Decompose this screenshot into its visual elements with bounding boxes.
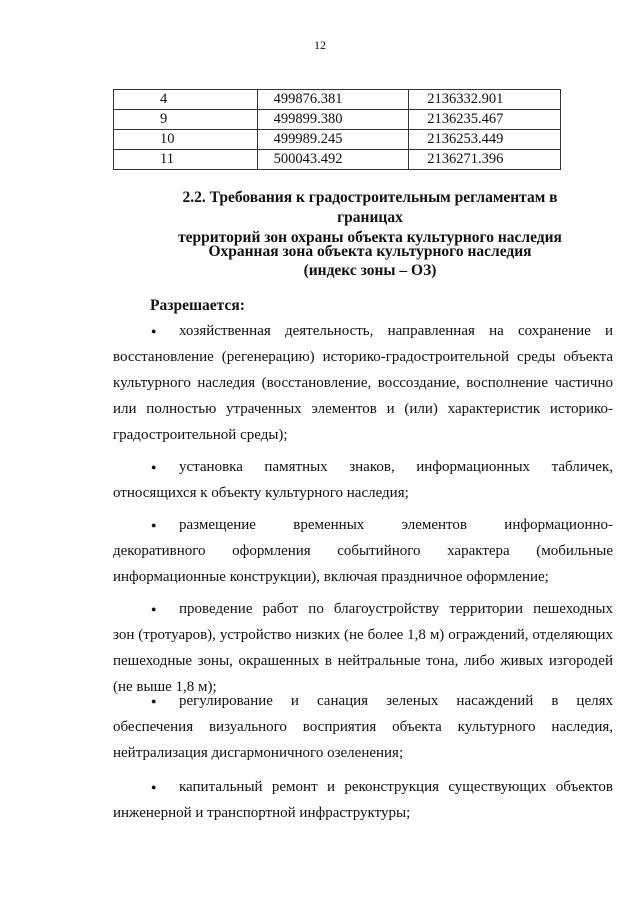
table-cell-x: 499899.380 bbox=[257, 110, 409, 130]
list-item-line: регулирование и санация зеленых насаждений в целях bbox=[179, 693, 613, 709]
table-cell-y: 2136235.467 bbox=[409, 110, 561, 130]
table-row bbox=[114, 90, 561, 110]
page-number: 12 bbox=[314, 38, 326, 52]
table-cell-x: 500043.492 bbox=[257, 150, 409, 170]
table-row bbox=[114, 110, 561, 130]
zone-title bbox=[150, 242, 590, 280]
list-item-line: пешеходные зоны, окрашенных в нейтральные тона, либо живых изгородей bbox=[113, 653, 613, 669]
table-cell-y: 2136271.396 bbox=[409, 150, 561, 170]
list-item-line: инженерной и транспортной инфраструктуры; bbox=[113, 805, 411, 821]
table-row bbox=[114, 150, 561, 170]
list-item-line: размещение временных элементов информационно- bbox=[179, 517, 613, 533]
list-item-line: установка памятных знаков, информационных табличек, bbox=[179, 459, 613, 475]
bullet-icon: ● bbox=[151, 326, 157, 336]
zone-title-line: Охранная зона объекта культурного наследия bbox=[208, 243, 532, 260]
section-heading bbox=[150, 188, 590, 248]
coordinates-table bbox=[113, 89, 561, 170]
list-item-line: проведение работ по благоустройству территории пешеходных bbox=[179, 601, 613, 617]
allowed-label: Разрешается: bbox=[150, 297, 245, 314]
zone-title-line: (индекс зоны – ОЗ) bbox=[303, 262, 437, 279]
list-item-line: культурного наследия (восстановление, воссоздание, восполнение частично bbox=[113, 375, 613, 391]
list-item-line: градостроительной среды); bbox=[113, 427, 288, 443]
bullet-icon: ● bbox=[151, 696, 157, 706]
table-cell-point: 10 bbox=[114, 130, 258, 150]
bullet-icon: ● bbox=[151, 782, 157, 792]
section-heading-line: территорий зон охраны объекта культурного наследия bbox=[178, 229, 562, 246]
bullet-icon: ● bbox=[151, 520, 157, 530]
table-cell-x: 499876.381 bbox=[257, 90, 409, 110]
list-item-line: декоративного оформления событийного характера (мобильные bbox=[113, 543, 613, 559]
table-cell-point: 9 bbox=[114, 110, 258, 130]
list-item-line: (не выше 1,8 м); bbox=[113, 679, 217, 695]
list-item-line: обеспечения визуального восприятия объекта культурного наследия, bbox=[113, 719, 613, 735]
list-item-line: хозяйственная деятельность, направленная на сохранение и bbox=[179, 323, 613, 339]
list-item-line: или полностью утраченных элементов и (или) характеристик историко- bbox=[113, 401, 613, 417]
list-item-line: восстановление (регенерацию) историко-градостроительной среды объекта bbox=[113, 349, 613, 365]
list-item-line: зон (тротуаров), устройство низких (не более 1,8 м) ограждений, отделяющих bbox=[113, 627, 613, 643]
table-cell-x: 499989.245 bbox=[257, 130, 409, 150]
table-cell-y: 2136253.449 bbox=[409, 130, 561, 150]
table-cell-point: 4 bbox=[114, 90, 258, 110]
bullet-icon: ● bbox=[151, 462, 157, 472]
table-cell-y: 2136332.901 bbox=[409, 90, 561, 110]
list-item-line: информационные конструкции), включая праздничное оформление; bbox=[113, 569, 549, 585]
bullet-icon: ● bbox=[151, 604, 157, 614]
list-item-line: капитальный ремонт и реконструкция существующих объектов bbox=[179, 779, 613, 795]
table-row bbox=[114, 130, 561, 150]
list-item-line: нейтрализация дисгармоничного озеленения; bbox=[113, 745, 404, 761]
table-cell-point: 11 bbox=[114, 150, 258, 170]
section-heading-line: 2.2. Требования к градостроительным регламентам в границах bbox=[182, 189, 558, 226]
list-item-line: относящихся к объекту культурного наследия; bbox=[113, 485, 409, 501]
